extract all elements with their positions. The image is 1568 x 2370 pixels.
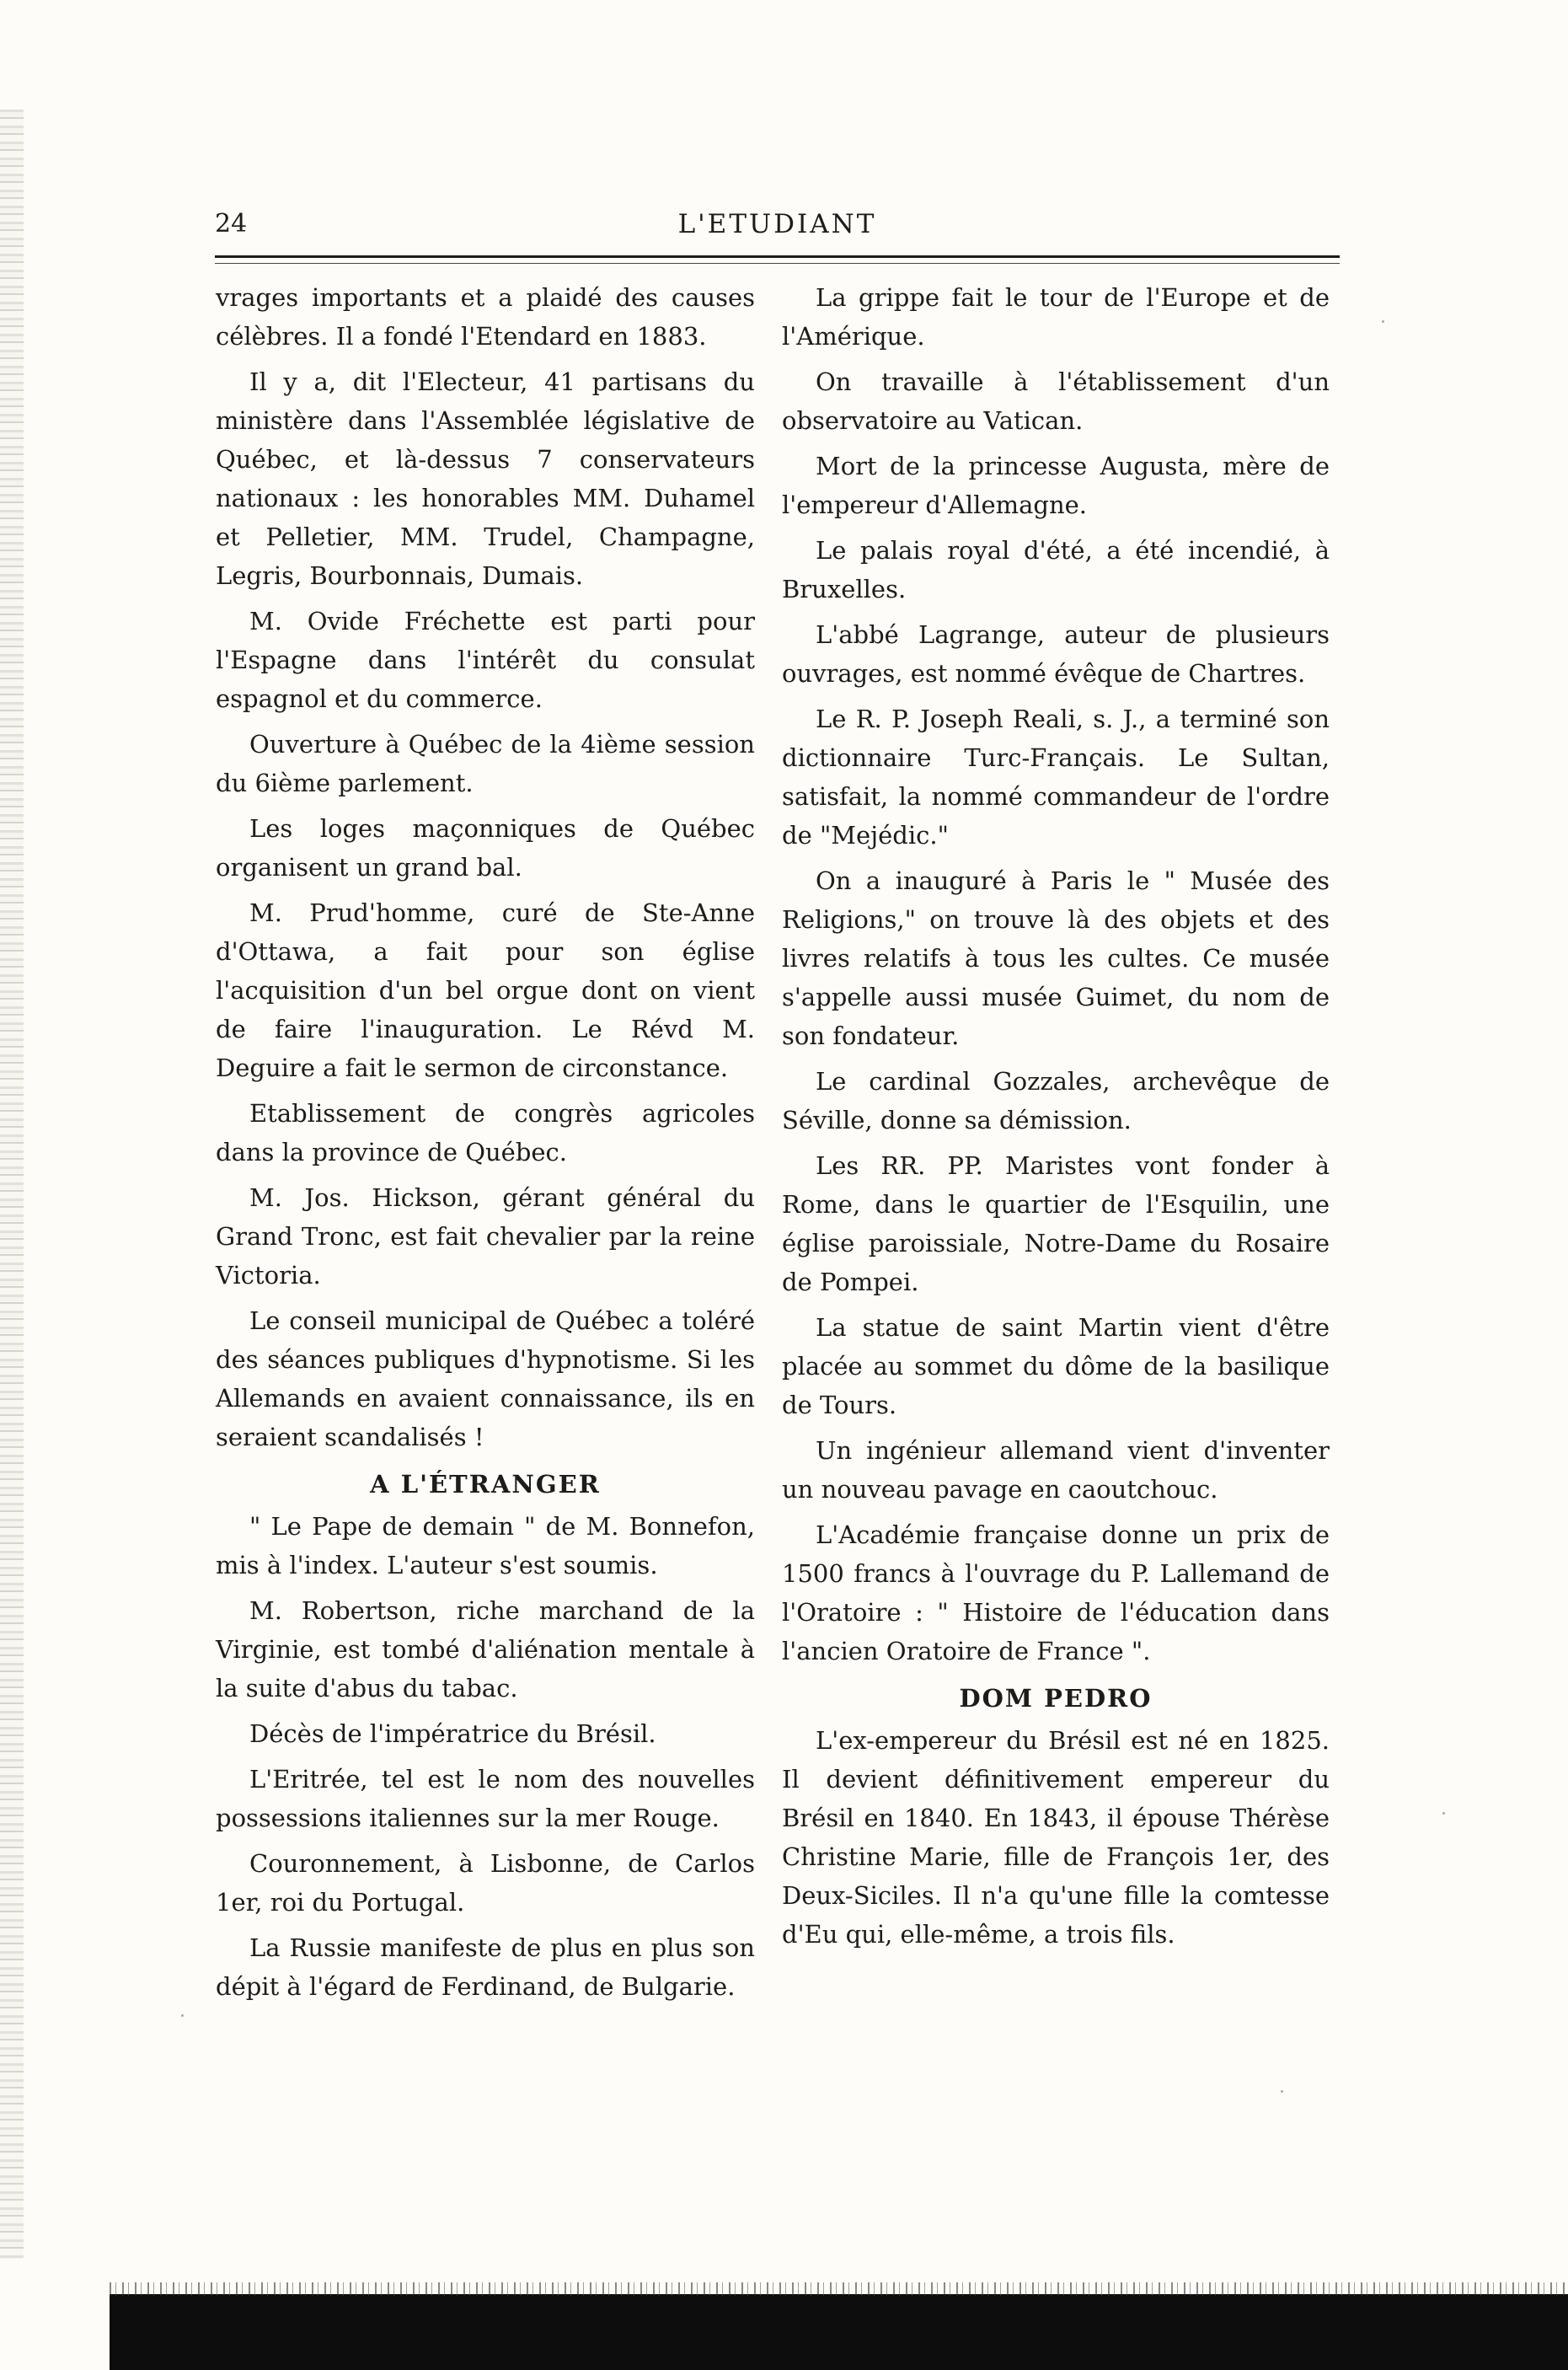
paragraph: " Le Pape de demain " de M. Bonnefon, mis à l'index. L'auteur s'est soumis.: [216, 1512, 755, 1579]
paragraph: Couronnement, à Lisbonne, de Carlos 1er, roi du Portugal.: [216, 1849, 755, 1917]
paragraph: M. Robertson, riche marchand de la Virginie, est tombé d'aliénation mentale à la suite d'abus du tabac.: [216, 1596, 755, 1702]
paragraph: L'ex-empereur du Brésil est né en 1825. Il devient définitivement empereur du Brésil en 1840. En 1843, il épouse Thérèse Christine Marie, fille de François 1er, des Deux-Siciles. Il n'a qu'une fille la comtesse d'Eu qui, elle-même, a trois fils.: [782, 1726, 1330, 1949]
section-heading-etranger: A L'ÉTRANGER: [370, 1470, 601, 1499]
right-column: [782, 278, 1330, 1960]
page-header: [215, 209, 1340, 248]
section-heading-dom-pedro: DOM PEDRO: [959, 1684, 1153, 1713]
scan-speck: [1442, 1812, 1445, 1815]
paragraph: Ouverture à Québec de la 4ième session du 6ième parlement.: [216, 730, 755, 797]
paragraph: M. Prud'homme, curé de Ste-Anne d'Ottawa, a fait pour son église l'acquisition d'un bel orgue dont on vient de faire l'inauguration. Le Révd M. Deguire a fait le sermon de circonstance.: [216, 898, 755, 1082]
paragraph: L'abbé Lagrange, auteur de plusieurs ouvrages, est nommé évêque de Chartres.: [782, 620, 1330, 688]
page-edge-shadow: [0, 110, 24, 2259]
scan-speck: [1382, 320, 1384, 323]
paragraph: Les loges maçonniques de Québec organisent un grand bal.: [216, 814, 755, 882]
paragraph: L'Eritrée, tel est le nom des nouvelles possessions italiennes sur la mer Rouge.: [216, 1765, 755, 1832]
paragraph: On a inauguré à Paris le " Musée des Religions," on trouve là des objets et des livres relatifs à tous les cultes. Ce musée s'appelle aussi musée Guimet, du nom de son fondateur.: [782, 866, 1330, 1050]
scan-bottom-edge: [110, 2294, 1568, 2370]
page-number: 24: [215, 209, 248, 239]
paragraph: Le R. P. Joseph Reali, s. J., a terminé son dictionnaire Turc-Français. Le Sultan, satisfait, la nommé commandeur de l'ordre de "Mejédic.": [782, 705, 1330, 850]
paragraph: Le conseil municipal de Québec a toléré des séances publiques d'hypnotisme. Si les Allemands en avaient connaissance, ils en seraient scandalisés !: [216, 1306, 755, 1451]
paragraph: La statue de saint Martin vient d'être placée au sommet du dôme de la basilique de Tours.: [782, 1313, 1330, 1419]
paragraph: La grippe fait le tour de l'Europe et de l'Amérique.: [782, 283, 1330, 351]
header-rule: [215, 255, 1340, 258]
paragraph: Décès de l'impératrice du Brésil.: [249, 1719, 656, 1748]
paragraph: Il y a, dit l'Electeur, 41 partisans du ministère dans l'Assemblée législative de Québec, et là-dessus 7 conservateurs nationaux : les honorables MM. Duhamel et Pelletier, MM. Trudel, Champagne, Legris, Bourbonnais, Dumais.: [216, 367, 755, 590]
paragraph: Le cardinal Gozzales, archevêque de Séville, donne sa démission.: [782, 1067, 1330, 1134]
paragraph: L'Académie française donne un prix de 1500 francs à l'ouvrage du P. Lallemand de l'Oratoire : " Histoire de l'éducation dans l'ancien Oratoire de France ".: [782, 1520, 1330, 1665]
running-title: L'ETUDIANT: [677, 209, 877, 239]
header-rule-thin: [215, 263, 1340, 264]
paragraph: M. Ovide Fréchette est parti pour l'Espagne dans l'intérêt du consulat espagnol et du commerce.: [216, 607, 755, 713]
paragraph: Mort de la princesse Augusta, mère de l'empereur d'Allemagne.: [782, 452, 1330, 519]
paragraph: La Russie manifeste de plus en plus son dépit à l'égard de Ferdinand, de Bulgarie.: [216, 1933, 755, 2001]
paragraph: Etablissement de congrès agricoles dans la province de Québec.: [216, 1099, 755, 1166]
paragraph: vrages importants et a plaidé des causes célèbres. Il a fondé l'Etendard en 1883.: [216, 283, 755, 351]
paragraph: On travaille à l'établissement d'un observatoire au Vatican.: [782, 367, 1330, 435]
paragraph: Un ingénieur allemand vient d'inventer un nouveau pavage en caoutchouc.: [782, 1436, 1330, 1504]
left-column: [216, 278, 755, 2013]
scan-speck: [181, 2014, 184, 2017]
scan-bottom-edge-noise: [110, 2282, 1568, 2296]
scan-speck: [1281, 2090, 1283, 2093]
paragraph: Les RR. PP. Maristes vont fonder à Rome, dans le quartier de l'Esquilin, une église paroissiale, Notre-Dame du Rosaire de Pompei.: [782, 1151, 1330, 1296]
paragraph: Le palais royal d'été, a été incendié, à Bruxelles.: [782, 536, 1330, 603]
paragraph: M. Jos. Hickson, gérant général du Grand Tronc, est fait chevalier par la reine Victoria.: [216, 1183, 755, 1290]
